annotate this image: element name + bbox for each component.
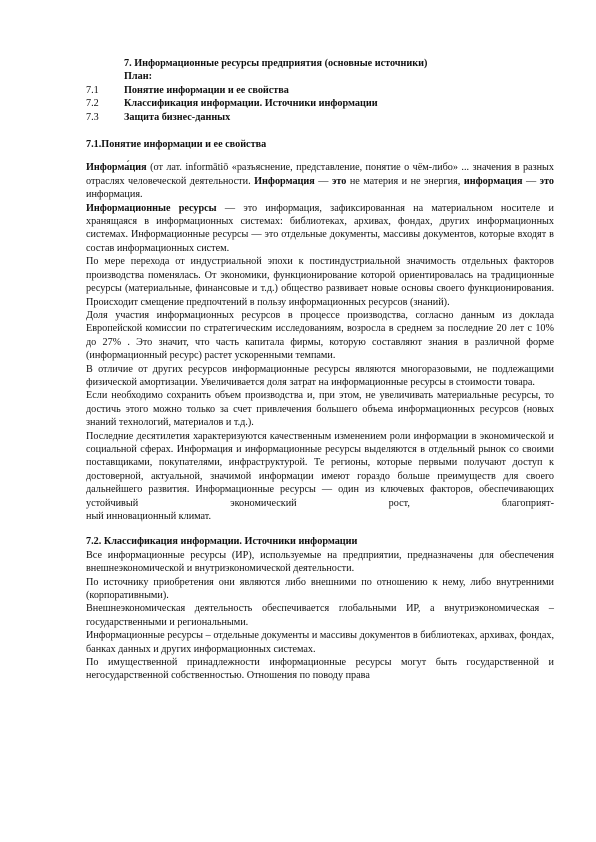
plan-item-text: Классификация информации. Источники информации	[124, 98, 378, 110]
plan-item-number: 7.3	[86, 111, 99, 123]
paragraph: ный инновационный климат.	[86, 511, 212, 522]
paragraph: Доля участия информационных ресурсов в процессе производства, согласно данным из доклада Европейской комиссии по стратегическим исследованиям, возросла в среднем за последние 20 лет с 10% до 27% . Это значит, что часть капитала фирмы, которую составляют знания в различной форме (информационный ресурс) растет ускоренными темпами.	[86, 309, 554, 362]
term-bold: информация	[463, 175, 523, 187]
section-heading: 7.1.Понятие информации и ее свойства	[86, 139, 267, 151]
term-bold: Информа́ция	[86, 162, 147, 174]
plan-item	[86, 84, 554, 97]
paragraph: В отличие от других ресурсов информационные ресурсы являются многоразовыми, не подлежащими физической амортизации. Увеличивается доля затрат на информационные ресурсы в стоимости товара.	[86, 363, 554, 388]
term-bold: Информация	[254, 175, 315, 187]
paragraph	[86, 161, 554, 201]
paragraph: Последние десятилетия характеризуются качественным изменением роли информации в экономической и социальной сферах. Информация и информационные ресурсы выделяются в отдельный рынок со своими поставщиками, покупателями, инфраструктурой. Те регионы, которые первыми получают доступ к достоверной, актуальной, значимой информации имеют гораздо больше преимуществ для своего дальнейшего развития. Информационные ресурсы — один из ключевых факторов, обеспечивающих устойчивый экономический рост, благоприят-	[86, 430, 554, 509]
doc-title: 7. Информационные ресурсы предприятия (основные источники)	[124, 58, 428, 69]
paragraph-text: не материя и не энергия,	[346, 175, 464, 187]
plan-item-number: 7.2	[86, 98, 99, 110]
plan-item	[86, 111, 554, 124]
document-page	[86, 57, 554, 683]
term-bold: это	[539, 175, 554, 187]
paragraph-text: —	[522, 175, 540, 187]
plan-item	[86, 97, 554, 110]
paragraph-text: (от лат. informātiō «разъяснение, представление, понятие о чём-либо» ... значения в разных отраслях человеческой деятельности.	[86, 162, 554, 187]
plan-item-text: Защита бизнес-данных	[124, 111, 231, 123]
paragraph: Если необходимо сохранить объем производства и, при этом, не увеличивать материальные ресурсы, то достичь этого можно только за счет привлечения большего объема информационных ресурсов (новых знаний технологий, материалов и т.д.).	[86, 390, 554, 429]
paragraph: По мере перехода от индустриальной эпохи к постиндустриальной значимость отдельных факторов производства поменялась. От экономики, функционирование которой ориентировалась на традиционные ресурсы (материальные, финансовые и т.д.) общество развивает новые основы своего функционирования. Происходит смещение предпочтений в пользу информационных ресурсов (знаний).	[86, 256, 554, 308]
paragraph: По имущественной принадлежности информационные ресурсы могут быть государственной и негосударственной собственностью. Отношения по поводу права	[86, 657, 554, 682]
paragraph: По источнику приобретения они являются либо внешними по отношению к нему, либо внутренними (корпоративными).	[86, 576, 554, 602]
plan-item-text: Понятие информации и ее свойства	[124, 84, 289, 96]
term-bold: Информационные ресурсы	[86, 202, 217, 214]
paragraph-text: —	[314, 175, 332, 187]
plan-label: План:	[124, 71, 152, 83]
paragraph: Внешнеэкономическая деятельность обеспечивается глобальными ИР, а внутриэкономическая – государственными и региональными.	[86, 603, 554, 628]
paragraph: Все информационные ресурсы (ИР), используемые на предприятии, предназначены для обеспечения внешнеэкономической и внутриэкономической деятельности.	[86, 549, 554, 575]
plan-item-number: 7.1	[86, 84, 99, 96]
paragraph	[86, 202, 554, 256]
paragraph-text: информация.	[86, 189, 143, 201]
section-heading: 7.2. Классификация информации. Источники информации	[86, 536, 358, 548]
paragraph-text: — это информация, зафиксированная на материальном носителе и хранящаяся в информационных системах: библиотеках, архивах, фондах, других информационных системах. Информационные ресурсы — это отдельные документы, массивы документов, которые входят в состав информационных систем.	[86, 202, 554, 254]
term-bold: это	[331, 175, 347, 187]
paragraph: Информационные ресурсы – отдельные документы и массивы документов в библиотеках, архивах, фондах, банках данных и других информационных системах.	[86, 630, 554, 655]
